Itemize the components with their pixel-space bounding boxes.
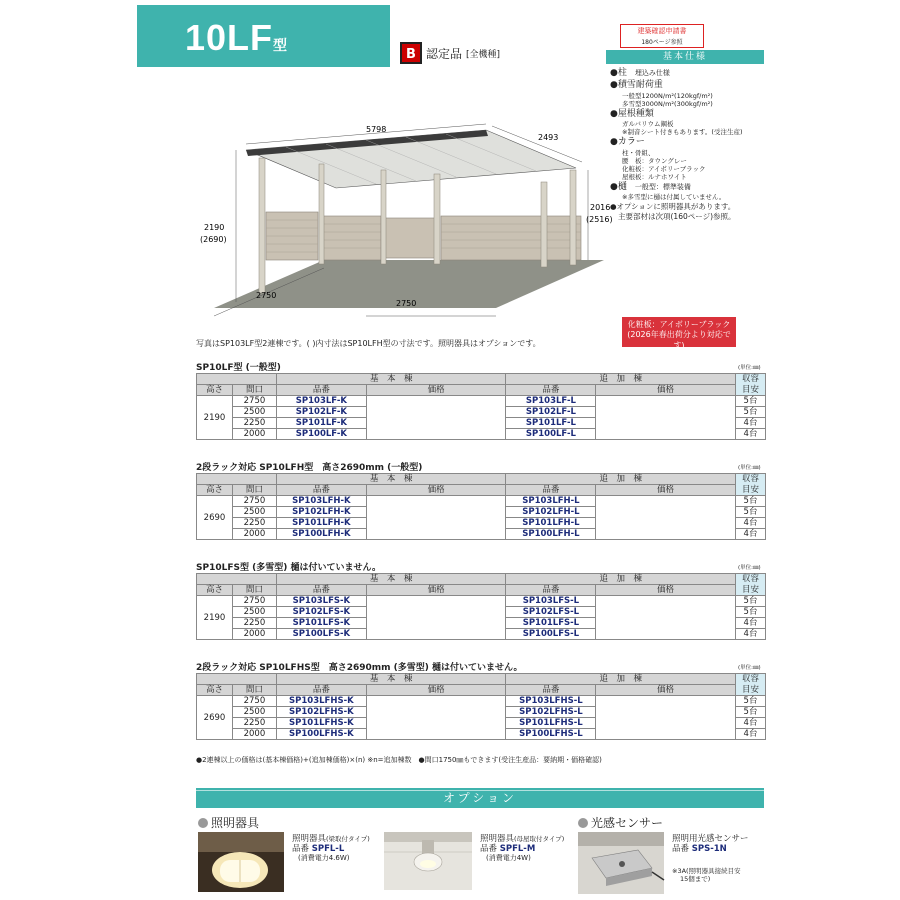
price-footnote: ●2連棟以上の価格は(基本棟価格)+(追加棟価格)×(n) ※n=追加棟数 ●間口1750㎜もできます(受注生産品：要納期・価格確認) bbox=[196, 756, 602, 764]
spec-heading: 基本仕様 bbox=[606, 50, 764, 64]
dim-height-left-alt: (2690) bbox=[200, 235, 227, 244]
header-blank bbox=[197, 674, 277, 685]
capacity-cell: 4台 bbox=[736, 618, 766, 629]
capacity-cell: 4台 bbox=[736, 629, 766, 640]
unit-label: (単位:㎜) bbox=[738, 365, 761, 371]
extra-code-cell: SP101LFH-L bbox=[506, 518, 596, 529]
color-line4: 屋根板：ルナホワイト bbox=[622, 172, 687, 181]
item1-type: (梁取付タイプ) bbox=[326, 835, 370, 843]
roof-line2: ※制音シート付きもあります。(受注生産) bbox=[622, 128, 743, 137]
header-basic: 基 本 棟 bbox=[276, 474, 506, 485]
header-frontage: 間口 bbox=[232, 485, 276, 496]
color-line1: 柱・骨組、 bbox=[622, 148, 655, 157]
page-title bbox=[185, 17, 288, 59]
extra-price-cell bbox=[596, 596, 736, 640]
header-code: 品番 bbox=[276, 585, 366, 596]
certification bbox=[400, 42, 500, 64]
basic-code-cell: SP103LFH-K bbox=[276, 496, 366, 507]
frontage-cell: 2750 bbox=[232, 696, 276, 707]
extra-code-cell: SP101LF-L bbox=[506, 418, 596, 429]
basic-code-cell: SP102LF-K bbox=[276, 407, 366, 418]
snow-line2: 多雪型3000N/m²(300kgf/m²) bbox=[622, 99, 713, 108]
capacity-cell: 5台 bbox=[736, 707, 766, 718]
item2-code-label: 品番 bbox=[480, 844, 498, 855]
item1-text bbox=[292, 834, 370, 863]
capacity-cell: 4台 bbox=[736, 718, 766, 729]
header-price: 価格 bbox=[366, 385, 506, 396]
title-banner bbox=[137, 5, 390, 67]
item2-name: 照明器具 bbox=[480, 834, 515, 844]
table-row bbox=[197, 696, 766, 707]
item2-text bbox=[480, 834, 564, 863]
table-row bbox=[197, 596, 766, 607]
item3-code: SPS-1N bbox=[691, 844, 727, 855]
item3-name: 照明用光感センサー bbox=[672, 834, 749, 844]
extra-code-cell: SP101LFS-L bbox=[506, 618, 596, 629]
lighting-heading bbox=[198, 814, 259, 831]
table-title: 2段ラック対応 SP10LFHS型 高さ2690mm (多雪型) 樋は付いていません。 bbox=[196, 663, 523, 673]
frontage-cell: 2500 bbox=[232, 707, 276, 718]
header-height: 高さ bbox=[197, 485, 233, 496]
spec-table bbox=[196, 473, 766, 540]
header-code: 品番 bbox=[506, 685, 596, 696]
dim-depth: 2493 bbox=[538, 133, 559, 142]
header-frontage: 間口 bbox=[232, 685, 276, 696]
frontage-cell: 2250 bbox=[232, 718, 276, 729]
extra-code-cell: SP100LFS-L bbox=[506, 629, 596, 640]
gutter-label: ●樋 bbox=[610, 182, 627, 192]
basic-code-cell: SP100LFH-K bbox=[276, 529, 366, 540]
dim-span2: 2750 bbox=[396, 299, 417, 308]
basic-code-cell: SP100LFS-K bbox=[276, 629, 366, 640]
item1-name: 照明器具 bbox=[292, 834, 327, 844]
spec-table bbox=[196, 673, 766, 740]
gutter-line1: 一般型：標準装備 bbox=[634, 183, 691, 191]
item3-note2: 15個まで) bbox=[680, 875, 711, 884]
basic-code-cell: SP100LF-K bbox=[276, 429, 366, 440]
header-extra: 追 加 棟 bbox=[506, 674, 736, 685]
header-capacity: 収容 bbox=[736, 674, 766, 685]
unit-label: (単位:㎜) bbox=[738, 465, 761, 471]
basic-code-cell: SP101LFH-K bbox=[276, 518, 366, 529]
request-line1: 建築確認申請書 bbox=[637, 27, 687, 35]
carport-illustration bbox=[196, 70, 613, 340]
extra-price-cell bbox=[596, 696, 736, 740]
basic-code-cell: SP102LFS-K bbox=[276, 607, 366, 618]
table-row bbox=[197, 396, 766, 407]
sensor-heading bbox=[578, 814, 663, 831]
extra-code-cell: SP103LFH-L bbox=[506, 496, 596, 507]
snow-line1: 一般型1200N/m²(120kgf/m²) bbox=[622, 91, 713, 100]
header-capacity2: 目安 bbox=[736, 685, 766, 696]
frontage-cell: 2250 bbox=[232, 618, 276, 629]
parts-note: 主要部材は次項(160ページ)参照。 bbox=[618, 211, 736, 221]
capacity-cell: 4台 bbox=[736, 418, 766, 429]
extra-code-cell: SP100LF-L bbox=[506, 429, 596, 440]
header-frontage: 間口 bbox=[232, 585, 276, 596]
height-cell: 2190 bbox=[197, 596, 233, 640]
extra-price-cell bbox=[596, 396, 736, 440]
header-height: 高さ bbox=[197, 585, 233, 596]
header-capacity: 収容 bbox=[736, 574, 766, 585]
header-price: 価格 bbox=[366, 485, 506, 496]
color-label: ●カラー bbox=[610, 137, 645, 148]
unit-label: (単位:㎜) bbox=[738, 565, 761, 571]
dim-span1: 2750 bbox=[256, 291, 277, 300]
frontage-cell: 2250 bbox=[232, 418, 276, 429]
color-change-note bbox=[622, 317, 736, 350]
extra-code-cell: SP103LFS-L bbox=[506, 596, 596, 607]
color-note-line1: 化粧板：アイボリーブラック bbox=[627, 320, 731, 329]
header-blank bbox=[197, 574, 277, 585]
pillar-value: 埋込み仕様 bbox=[634, 69, 670, 77]
capacity-cell: 5台 bbox=[736, 596, 766, 607]
basic-code-cell: SP101LFHS-K bbox=[276, 718, 366, 729]
header-code: 品番 bbox=[506, 385, 596, 396]
basic-price-cell bbox=[366, 596, 506, 640]
color-line3: 化粧板：アイボリーブラック bbox=[622, 164, 706, 173]
header-capacity2: 目安 bbox=[736, 585, 766, 596]
extra-code-cell: SP103LFHS-L bbox=[506, 696, 596, 707]
capacity-cell: 4台 bbox=[736, 429, 766, 440]
height-cell: 2690 bbox=[197, 496, 233, 540]
header-code: 品番 bbox=[276, 685, 366, 696]
options-bar: オプション bbox=[196, 788, 764, 808]
table-title: 2段ラック対応 SP10LFH型 高さ2690mm (一般型) bbox=[196, 463, 423, 473]
gutter-line2: ※多雪型に樋は付属していません。 bbox=[622, 193, 726, 202]
basic-code-cell: SP101LFS-K bbox=[276, 618, 366, 629]
capacity-cell: 5台 bbox=[736, 507, 766, 518]
header-basic: 基 本 棟 bbox=[276, 574, 506, 585]
basic-code-cell: SP100LFHS-K bbox=[276, 729, 366, 740]
header-capacity2: 目安 bbox=[736, 385, 766, 396]
frontage-cell: 2250 bbox=[232, 518, 276, 529]
spec-list bbox=[610, 68, 770, 221]
pillar-label: ●柱 bbox=[610, 68, 627, 78]
item3-text bbox=[672, 834, 749, 884]
header-blank bbox=[197, 474, 277, 485]
lighting-heading-text: 照明器具 bbox=[211, 816, 260, 830]
extra-code-cell: SP100LFH-L bbox=[506, 529, 596, 540]
dim-height-right-alt: (2516) bbox=[586, 215, 613, 224]
frontage-cell: 2000 bbox=[232, 729, 276, 740]
item3-code-label: 品番 bbox=[672, 844, 690, 855]
frontage-cell: 2000 bbox=[232, 429, 276, 440]
model-suffix: 型 bbox=[273, 37, 289, 53]
bullet-icon bbox=[578, 818, 588, 828]
item2-code: SPFL-M bbox=[499, 844, 536, 855]
header-code: 品番 bbox=[506, 485, 596, 496]
height-cell: 2690 bbox=[197, 696, 233, 740]
header-frontage: 間口 bbox=[232, 385, 276, 396]
dim-width: 5798 bbox=[366, 125, 387, 134]
capacity-cell: 5台 bbox=[736, 607, 766, 618]
frontage-cell: 2000 bbox=[232, 529, 276, 540]
header-capacity: 収容 bbox=[736, 374, 766, 385]
frontage-cell: 2500 bbox=[232, 607, 276, 618]
frontage-cell: 2750 bbox=[232, 396, 276, 407]
frontage-cell: 2500 bbox=[232, 507, 276, 518]
unit-label: (単位:㎜) bbox=[738, 665, 761, 671]
header-basic: 基 本 棟 bbox=[276, 674, 506, 685]
extra-code-cell: SP102LFH-L bbox=[506, 507, 596, 518]
basic-price-cell bbox=[366, 396, 506, 440]
cert-badge-icon: B bbox=[400, 42, 422, 64]
dim-height-left: 2190 bbox=[204, 223, 225, 232]
basic-code-cell: SP103LFS-K bbox=[276, 596, 366, 607]
extra-code-cell: SP100LFHS-L bbox=[506, 729, 596, 740]
header-blank bbox=[197, 374, 277, 385]
model-name: 10LF bbox=[185, 17, 274, 58]
dim-height-right: 2016 bbox=[590, 203, 611, 212]
header-extra: 追 加 棟 bbox=[506, 474, 736, 485]
header-code: 品番 bbox=[276, 485, 366, 496]
capacity-cell: 4台 bbox=[736, 729, 766, 740]
extra-code-cell: SP103LF-L bbox=[506, 396, 596, 407]
header-capacity2: 目安 bbox=[736, 485, 766, 496]
spec-table bbox=[196, 573, 766, 640]
table-row bbox=[197, 496, 766, 507]
header-price: 価格 bbox=[596, 385, 736, 396]
header-price: 価格 bbox=[366, 585, 506, 596]
header-height: 高さ bbox=[197, 385, 233, 396]
basic-price-cell bbox=[366, 696, 506, 740]
basic-code-cell: SP103LFHS-K bbox=[276, 696, 366, 707]
extra-code-cell: SP102LF-L bbox=[506, 407, 596, 418]
light-purlin-photo bbox=[384, 832, 472, 890]
header-price: 価格 bbox=[366, 685, 506, 696]
basic-code-cell: SP103LF-K bbox=[276, 396, 366, 407]
basic-code-cell: SP102LFHS-K bbox=[276, 707, 366, 718]
building-request-note bbox=[620, 24, 704, 48]
color-note-line2: (2026年春出荷分より対応です) bbox=[627, 330, 731, 350]
request-line2: 180ページ参照 bbox=[641, 39, 683, 46]
roof-line1: ガルバリウム鋼板 bbox=[622, 120, 674, 128]
capacity-cell: 4台 bbox=[736, 518, 766, 529]
sensor-heading-text: 光感センサー bbox=[591, 816, 664, 830]
header-extra: 追 加 棟 bbox=[506, 374, 736, 385]
extra-code-cell: SP102LFS-L bbox=[506, 607, 596, 618]
header-code: 品番 bbox=[276, 385, 366, 396]
snow-label: ●積雪耐荷重 bbox=[610, 80, 663, 91]
roof-label: ●屋根種類 bbox=[610, 108, 654, 119]
table-title: SP10LF型 (一般型) bbox=[196, 363, 281, 373]
cert-label: 認定品 bbox=[426, 46, 463, 61]
capacity-cell: 5台 bbox=[736, 396, 766, 407]
frontage-cell: 2750 bbox=[232, 596, 276, 607]
item1-code-label: 品番 bbox=[292, 844, 310, 855]
extra-price-cell bbox=[596, 496, 736, 540]
header-extra: 追 加 棟 bbox=[506, 574, 736, 585]
cert-scope: [全機種] bbox=[466, 49, 501, 60]
color-line2: 腰 板：タウングレー bbox=[622, 156, 687, 165]
item1-code: SPFL-L bbox=[311, 844, 345, 855]
photo-caption: 写真はSP103LF型2連棟です。( )内寸法はSP10LFH型の寸法です。照明器具はオプションです。 bbox=[196, 339, 541, 348]
light-note: ●オプションに照明器具があります。 bbox=[610, 202, 736, 212]
header-capacity: 収容 bbox=[736, 474, 766, 485]
item2-power: (消費電力4W) bbox=[486, 854, 531, 863]
header-price: 価格 bbox=[596, 585, 736, 596]
frontage-cell: 2500 bbox=[232, 407, 276, 418]
capacity-cell: 4台 bbox=[736, 529, 766, 540]
header-price: 価格 bbox=[596, 485, 736, 496]
item2-type: (母屋取付タイプ) bbox=[514, 835, 565, 843]
item1-power: (消費電力4.6W) bbox=[298, 854, 350, 863]
bullet-icon bbox=[198, 818, 208, 828]
frontage-cell: 2750 bbox=[232, 496, 276, 507]
height-cell: 2190 bbox=[197, 396, 233, 440]
item3-note1: ※3A(照明器具接続目安 bbox=[672, 867, 741, 876]
header-price: 価格 bbox=[596, 685, 736, 696]
light-beam-photo bbox=[198, 832, 284, 892]
capacity-cell: 5台 bbox=[736, 407, 766, 418]
basic-code-cell: SP102LFH-K bbox=[276, 507, 366, 518]
basic-code-cell: SP101LF-K bbox=[276, 418, 366, 429]
header-height: 高さ bbox=[197, 685, 233, 696]
extra-code-cell: SP102LFHS-L bbox=[506, 707, 596, 718]
capacity-cell: 5台 bbox=[736, 496, 766, 507]
header-basic: 基 本 棟 bbox=[276, 374, 506, 385]
sensor-photo bbox=[578, 832, 664, 894]
spec-table bbox=[196, 373, 766, 440]
extra-code-cell: SP101LFHS-L bbox=[506, 718, 596, 729]
frontage-cell: 2000 bbox=[232, 629, 276, 640]
basic-price-cell bbox=[366, 496, 506, 540]
table-title: SP10LFS型 (多雪型) 樋は付いていません。 bbox=[196, 563, 382, 573]
capacity-cell: 5台 bbox=[736, 696, 766, 707]
header-code: 品番 bbox=[506, 585, 596, 596]
